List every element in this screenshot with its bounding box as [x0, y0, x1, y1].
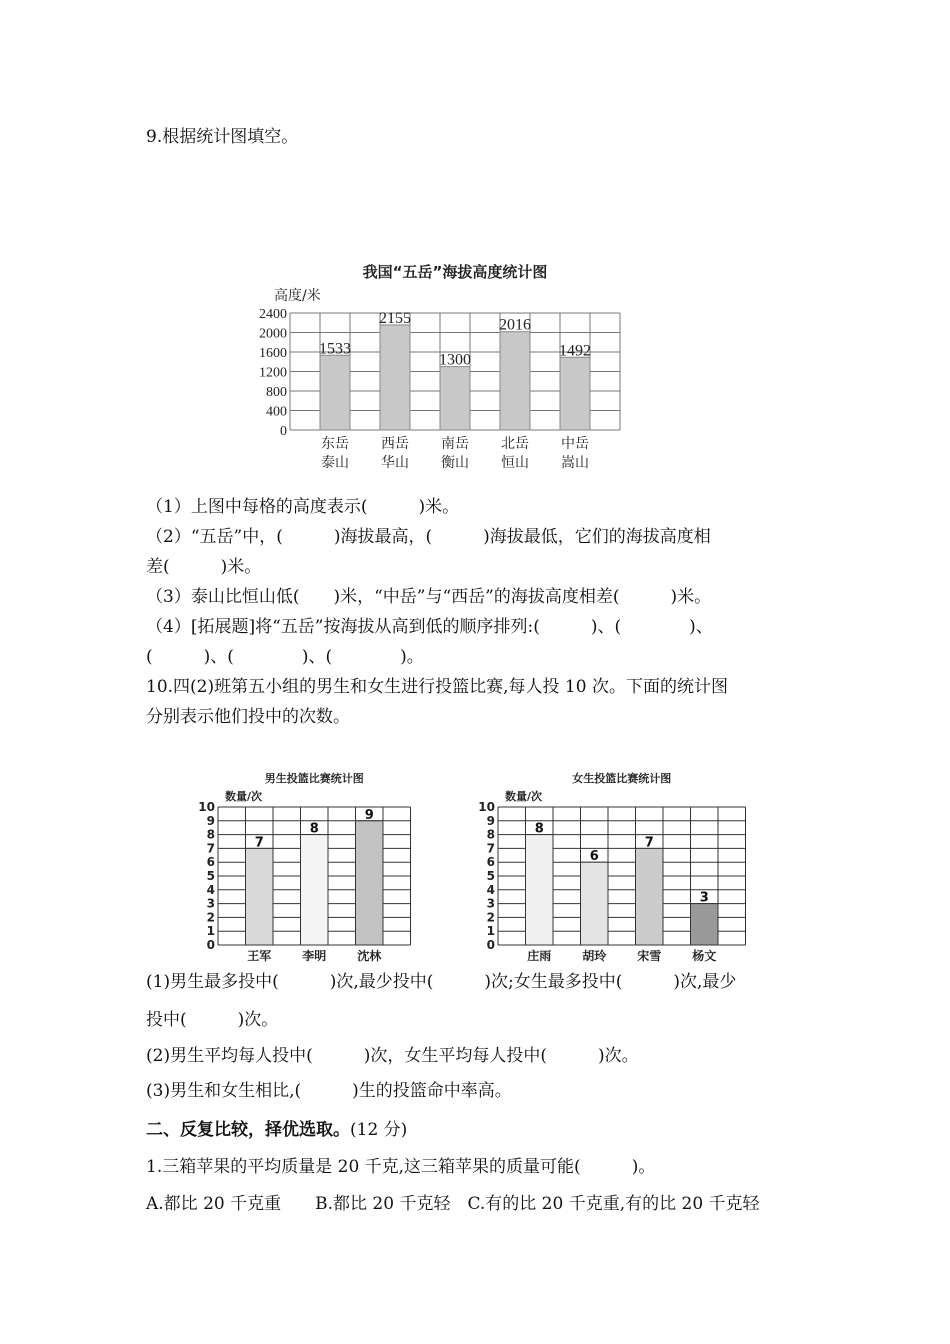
q9-line-4: （3）泰山比恒山低( )米，“中岳”与“西岳”的海拔高度相差( )米。 — [146, 587, 712, 607]
y-tick-label: 10 — [478, 800, 495, 814]
q9-line-5: （4）[拓展题]将“五岳”按海拔从高到低的顺序排列:( )、( )、 — [146, 617, 713, 637]
mountain-altitude-chart — [250, 255, 630, 475]
q9-line-3: 差( )米。 — [146, 557, 262, 577]
y-tick-label: 2 — [206, 910, 215, 925]
y-axis-label: 高度/米 — [274, 288, 321, 304]
data-label: 6 — [589, 849, 599, 865]
x-tick-label: 西岳 — [381, 436, 409, 452]
y-tick-label: 1 — [206, 924, 215, 939]
q10-line-1: (1)男生最多投中( )次,最少投中( )次;女生最多投中( )次,最少 — [146, 972, 737, 992]
y-tick-label: 3 — [206, 896, 215, 911]
y-tick-label: 7 — [206, 841, 215, 856]
y-tick-label: 0 — [206, 938, 215, 952]
y-tick-label: 2000 — [259, 326, 287, 342]
data-label: 1533 — [319, 340, 351, 358]
section2-heading-row — [146, 1119, 407, 1141]
y-tick-label: 6 — [206, 855, 215, 870]
y-tick-label: 4 — [486, 882, 495, 897]
x-tick-label: 中岳 — [561, 436, 589, 452]
x-tick-label: 杨文 — [692, 949, 717, 963]
bar — [380, 325, 410, 430]
boys-basketball-chart — [195, 765, 420, 965]
y-tick-label: 5 — [206, 869, 215, 883]
data-label: 8 — [309, 821, 319, 837]
x-tick-label: 宋雪 — [637, 949, 662, 963]
x-tick-label: 王军 — [247, 949, 272, 963]
x-tick-label: 南岳 — [441, 436, 469, 452]
bar — [356, 821, 384, 945]
chart-title: 我国“五岳”海拔高度统计图 — [362, 263, 548, 281]
y-tick-label: 0 — [486, 938, 495, 952]
y-tick-label: 5 — [486, 869, 495, 883]
y-tick-label: 2 — [486, 910, 495, 925]
y-tick-label: 7 — [486, 841, 495, 856]
y-axis-label: 数量/次 — [505, 790, 543, 803]
x-tick-label: 恒山 — [501, 455, 529, 471]
x-tick-label: 庄雨 — [527, 949, 552, 963]
y-tick-label: 10 — [198, 800, 215, 814]
q10-title-line-2: 分别表示他们投中的次数。 — [146, 707, 350, 727]
data-label: 8 — [534, 821, 544, 837]
q9-line-2: （2）“五岳”中，( )海拔最高，( )海拔最低，它们的海拔高度相 — [146, 527, 711, 547]
bar — [691, 904, 719, 945]
q9-line-1: （1）上图中每格的高度表示( )米。 — [146, 497, 460, 517]
y-tick-label: 1200 — [259, 365, 287, 381]
data-label: 3 — [699, 890, 709, 906]
chart-title: 男生投篮比赛统计图 — [264, 772, 364, 785]
y-tick-label: 6 — [486, 855, 495, 870]
q9-line-6: ( )、( )、( )。 — [146, 647, 424, 667]
y-tick-label: 2400 — [259, 307, 287, 322]
bar — [320, 355, 350, 430]
section2-score: (12 分) — [350, 1120, 408, 1140]
bar — [301, 835, 329, 945]
y-tick-label: 400 — [266, 404, 287, 420]
x-tick-label: 北岳 — [501, 436, 529, 452]
chart-title: 女生投篮比赛统计图 — [572, 772, 672, 785]
x-tick-label: 东岳 — [321, 436, 349, 452]
q10-line-3: (2)男生平均每人投中( )次，女生平均每人投中( )次。 — [146, 1046, 639, 1066]
bar — [246, 848, 274, 945]
x-tick-label: 衡山 — [441, 455, 469, 471]
data-label: 1492 — [559, 342, 591, 360]
x-tick-label: 李明 — [302, 949, 327, 963]
bar — [500, 332, 530, 430]
section2-q1: 1.三箱苹果的平均质量是 20 千克,这三箱苹果的质量可能( )。 — [146, 1157, 656, 1177]
y-tick-label: 0 — [280, 424, 287, 439]
y-tick-label: 8 — [206, 827, 215, 842]
y-tick-label: 1600 — [259, 346, 287, 361]
data-label: 7 — [254, 835, 264, 851]
y-axis-label: 数量/次 — [225, 790, 263, 803]
data-label: 1300 — [439, 351, 471, 369]
x-tick-label: 胡玲 — [582, 949, 607, 963]
y-tick-label: 9 — [486, 813, 495, 828]
x-tick-label: 泰山 — [321, 455, 349, 471]
q10-title-line-1: 10.四(2)班第五小组的男生和女生进行投篮比赛,每人投 10 次。下面的统计图 — [146, 677, 728, 697]
data-label: 2016 — [499, 316, 531, 334]
x-tick-label: 华山 — [381, 455, 409, 471]
y-tick-label: 800 — [266, 385, 287, 400]
y-tick-label: 3 — [486, 896, 495, 911]
q9-title: 9.根据统计图填空。 — [146, 127, 299, 147]
q10-line-4: (3)男生和女生相比,( )生的投篮命中率高。 — [146, 1081, 512, 1101]
x-tick-label: 嵩山 — [561, 455, 589, 471]
y-tick-label: 4 — [206, 882, 215, 897]
data-label: 9 — [364, 807, 374, 823]
data-label: 2155 — [379, 309, 411, 327]
x-tick-label: 沈林 — [357, 949, 382, 963]
y-tick-label: 1 — [486, 924, 495, 939]
data-label: 7 — [644, 835, 654, 851]
bar — [560, 357, 590, 430]
bar — [581, 862, 609, 945]
bar — [636, 848, 664, 945]
bar — [526, 835, 554, 945]
y-tick-label: 9 — [206, 813, 215, 828]
girls-basketball-chart — [475, 765, 755, 965]
section2-heading: 二、反复比较，择优选取。 — [146, 1120, 350, 1140]
section2-q1-options: A.都比 20 千克重 B.都比 20 千克轻 C.有的比 20 千克重,有的比 20 千克轻 — [146, 1194, 760, 1214]
q10-line-2: 投中( )次。 — [146, 1010, 279, 1030]
bar — [440, 367, 470, 430]
y-tick-label: 8 — [486, 827, 495, 842]
